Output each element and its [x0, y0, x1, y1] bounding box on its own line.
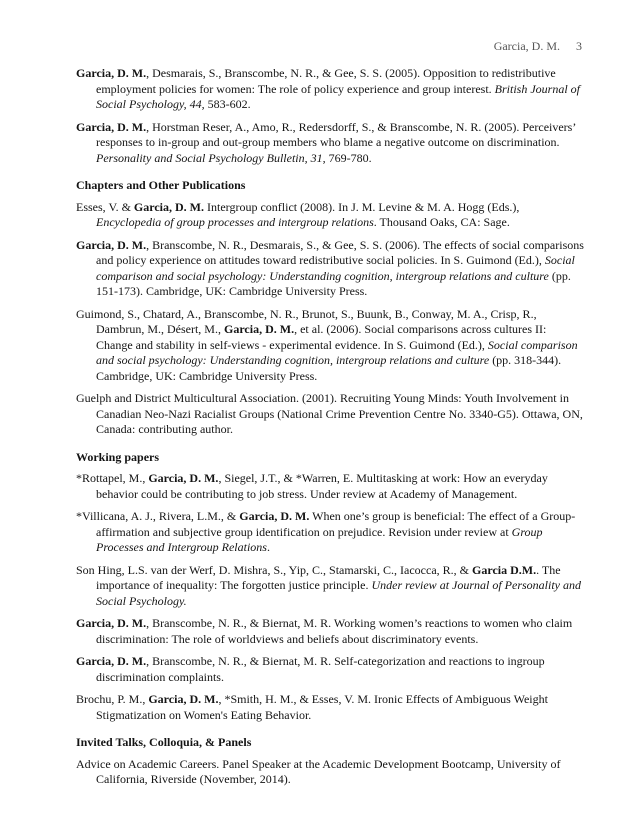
citation-text: , Branscombe, N. R., Desmarais, S., & Gee, S. S. (2006). The effects of social comparisons and policy experience on attitudes toward redistributive social policies. In S. Guimond (Ed.),	[96, 237, 584, 267]
citation-text: Son Hing, L.S. van der Werf, D. Mishra, S., Yip, C., Stamarski, C., Iacocca, R., &	[76, 562, 472, 577]
citation-text: . Thousand Oaks, CA: Sage.	[373, 215, 510, 229]
publication-entry	[76, 238, 584, 300]
publication-entry	[76, 307, 584, 385]
section-heading-chapters: Chapters and Other Publications	[76, 178, 246, 192]
citation-text: 769-780.	[325, 150, 372, 165]
citation-text: Advice on Academic Careers. Panel Speaker at the Academic Development Bootcamp, University of California, Riverside (November, 2014).	[76, 756, 561, 786]
author-highlight: Garcia, D. M.	[148, 692, 219, 706]
citation-source: Social comparison and social psychology: Understanding cognition, intergroup relations and culture	[96, 253, 575, 283]
author-highlight: Garcia, D. M.	[239, 509, 310, 523]
publication-entry	[76, 120, 584, 167]
publication-entry	[76, 692, 584, 723]
citation-text: Esses, V. &	[76, 199, 134, 214]
cv-content	[76, 66, 584, 795]
citation-text: (pp. 318-344). Cambridge, UK: Cambridge University Press.	[96, 353, 562, 383]
publication-entry	[76, 471, 584, 502]
publication-entry	[76, 563, 584, 610]
author-highlight: Garcia, D. M.	[133, 199, 205, 214]
publication-entry	[76, 616, 584, 647]
citation-source: Encyclopedia of group processes and intergroup relations	[96, 215, 374, 229]
publication-entry	[76, 391, 584, 438]
citation-source: Social comparison and social psychology: Understanding cognition, intergroup relations and culture	[96, 337, 578, 367]
citation-text: , Horstman Reser, A., Amo, R., Redersdorff, S., & Branscombe, N. R. (2005). Perceivers’ responses to in-group and out-group members who blame a negative outcome on discrimination.	[96, 119, 576, 149]
citation-text: Guelph and District Multicultural Association. (2001). Recruiting Young Minds: Youth Involvement in Canadian Neo-Nazi Racialist Groups (National Crime Prevention Centre No. 3340-G5). Ottawa, ON, Canada: contributing author.	[76, 391, 583, 436]
citation-text: , Branscombe, N. R., & Biernat, M. R. Self-categorization and reactions to ingroup discrimination complaints.	[96, 654, 545, 684]
citation-text: 583-602.	[204, 97, 251, 111]
section-heading-talks: Invited Talks, Colloquia, & Panels	[76, 735, 252, 749]
citation-source: Group Processes and Intergroup Relations	[96, 524, 543, 554]
citation-text: , Branscombe, N. R., & Biernat, M. R. Working women’s reactions to women who claim discrimination: The role of worldviews and beliefs about discriminatory events.	[96, 616, 573, 646]
publication-entry	[76, 200, 584, 231]
citation-text: , Desmarais, S., Branscombe, N. R., & Gee, S. S. (2005). Opposition to redistributive employment policies for women: The role of policy experience and group interest.	[96, 66, 556, 96]
citation-source: Under review at Journal of Personality and Social Psychology.	[96, 578, 582, 608]
citation-text: Guimond, S., Chatard, A., Branscombe, N. R., Brunot, S., Buunk, B., Conway, M. A., Crisp, R., Dambrun, M., Désert, M.,	[76, 306, 537, 336]
publication-entry	[76, 654, 584, 685]
author-highlight: Garcia, D. M.	[76, 654, 147, 668]
citation-text: , *Smith, H. M., & Esses, V. M. Ironic Effects of Ambiguous Weight Stigmatization on Women's Eating Behavior.	[96, 692, 548, 722]
author-highlight: Garcia D.M.	[472, 562, 537, 577]
citation-text: Brochu, P. M.,	[76, 692, 149, 706]
citation-text: *Rottapel, M.,	[76, 471, 149, 485]
author-highlight: Garcia, D. M.	[76, 237, 147, 252]
page-number: 3	[576, 39, 582, 53]
author-highlight: Garcia, D. M.	[223, 322, 295, 336]
citation-text: (pp. 151-173). Cambridge, UK: Cambridge University Press.	[96, 268, 571, 298]
publication-entry	[76, 509, 584, 556]
section-heading-working-papers: Working papers	[76, 449, 160, 464]
citation-source: Personality and Social Psychology Bulletin, 31,	[96, 150, 326, 165]
running-header	[494, 39, 582, 54]
publication-entry	[76, 66, 584, 113]
citation-text: .	[266, 540, 270, 554]
citation-text: When one’s group is beneficial: The effect of a Group-affirmation and subjective group identification on prejudice. Revision under review at	[96, 509, 576, 539]
citation-text: *Villicana, A. J., Rivera, L.M., &	[76, 509, 240, 523]
citation-source: British Journal of Social Psychology, 44,	[96, 81, 580, 111]
header-name: Garcia, D. M.	[493, 39, 560, 53]
author-highlight: Garcia, D. M.	[76, 119, 147, 134]
talk-entry	[76, 757, 584, 788]
citation-text: . The importance of inequality: The forgotten justice principle.	[96, 562, 561, 592]
author-highlight: Garcia, D. M.	[76, 66, 147, 80]
author-highlight: Garcia, D. M.	[148, 471, 219, 485]
citation-text: Intergroup conflict (2008). In J. M. Levine & M. A. Hogg (Eds.),	[204, 199, 520, 214]
citation-text: , Siegel, J.T., & *Warren, E. Multitasking at work: How an everyday behavior could be contributing to job stress. Under review at Academy of Management.	[96, 471, 548, 501]
author-highlight: Garcia, D. M.	[76, 616, 147, 630]
citation-text: , et al. (2006). Social comparisons across cultures II: Change and stability in self-views - experimental evidence. In S. Guimond (Ed.),	[96, 322, 547, 352]
